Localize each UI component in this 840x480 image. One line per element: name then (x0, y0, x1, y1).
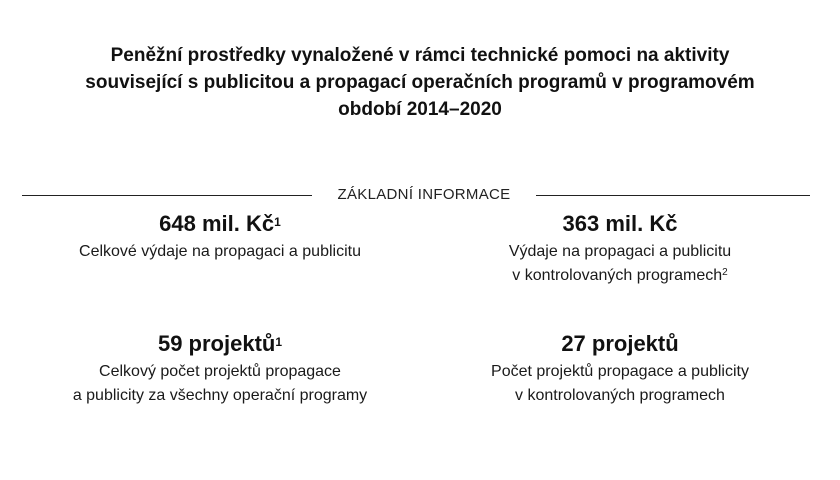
stat-description (20, 240, 420, 264)
stat-value-text: 363 mil. Kč (562, 211, 678, 236)
stat-value (20, 210, 420, 238)
stat-description-text: v kontrolovaných programech (512, 267, 723, 284)
stat-description (20, 360, 420, 408)
stat-value (20, 330, 420, 358)
title-line-2: související s publicitou a propagací operačních programů v programovém (85, 72, 755, 93)
stat-total-expenditure (20, 210, 420, 264)
stat-description-line: Celkový počet projektů propagace (99, 363, 341, 380)
section-heading (22, 185, 810, 205)
stat-description-line: Počet projektů propagace a publicity (491, 363, 749, 380)
stat-total-projects (20, 330, 420, 408)
stat-description-line: Celkové výdaje na propagaci a publicitu (79, 243, 361, 260)
stat-value-text: 27 projektů (561, 331, 679, 356)
stat-description-line: a publicity za všechny operační programy (72, 387, 368, 404)
stat-audited-projects (420, 330, 820, 408)
title-line-1: Peněžní prostředky vynaložené v rámci technické pomoci na aktivity (110, 45, 730, 66)
page-title (60, 42, 780, 123)
section-rule-right (536, 195, 810, 196)
stat-value-text: 59 projektů (157, 331, 276, 356)
stat-description (420, 240, 820, 288)
stat-value (420, 210, 820, 238)
stat-description-line (420, 264, 820, 288)
stat-description-line: v kontrolovaných programech (515, 387, 725, 404)
section-heading-label: ZÁKLADNÍ INFORMACE (337, 186, 511, 203)
stat-value (420, 330, 820, 358)
footnote-marker: 2 (722, 267, 728, 278)
stat-description (420, 360, 820, 408)
stat-description-line: Výdaje na propagaci a publicitu (508, 243, 732, 260)
footnote-marker: 1 (275, 335, 283, 349)
section-rule-left (22, 195, 312, 196)
stat-audited-expenditure (420, 210, 820, 288)
title-line-3: období 2014–2020 (338, 99, 502, 120)
stat-value-text: 648 mil. Kč (159, 211, 275, 236)
footnote-marker: 1 (274, 215, 281, 229)
